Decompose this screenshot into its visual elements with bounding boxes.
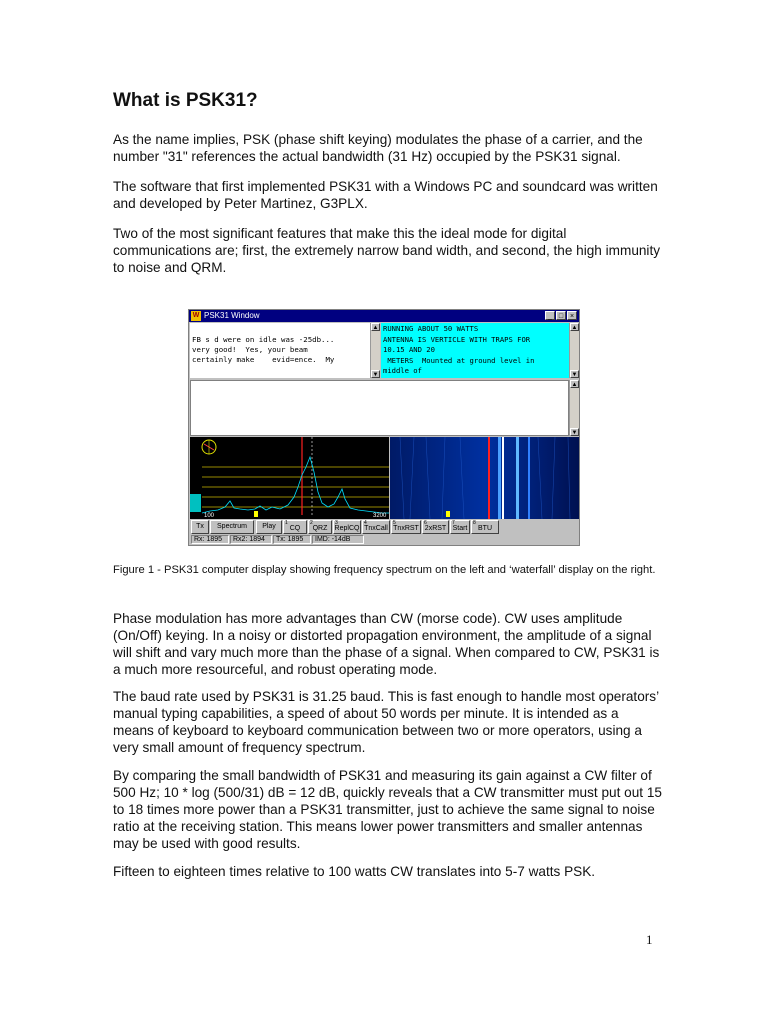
page-title: What is PSK31? (113, 90, 258, 111)
scroll-up-icon[interactable]: ▲ (571, 382, 578, 388)
paragraph-intro: As the name implies, PSK (phase shift keying) modulates the phase of a carrier, and the number "31" references the actual bandwidth (31 Hz) occupied by the PSK31 signal. (113, 132, 643, 164)
tnxcall-macro-button[interactable]: 4 TnxCall (362, 520, 390, 534)
tx-button[interactable]: Tx (191, 520, 209, 534)
waterfall-display[interactable] (390, 437, 579, 519)
window-title: PSK31 Window (204, 311, 260, 320)
spectrum-button[interactable]: Spectrum (210, 520, 254, 534)
scroll-down-icon[interactable]: ▼ (372, 372, 379, 378)
scroll-down-icon[interactable]: ▼ (571, 430, 578, 436)
receive-text-pane[interactable] (190, 323, 370, 378)
receive-text: FB s d were on idle was -25db... very good! Yes, your beam certainly make evid=ence. My (192, 335, 335, 364)
play-button[interactable]: Play (256, 520, 282, 534)
paragraph-baud-rate: The baud rate used by PSK31 is 31.25 baud. This is fast enough to handle most operators’ manual typing capabilities, a speed of about 50 words per minute. It is intended as a means of keyboard to keyboard communication between two or more operators, using a very small amount of frequency spectrum. (113, 689, 659, 755)
second-receive-text: RUNNING ABOUT 50 WATTS ANTENNA IS VERTICLE WITH TRAPS FOR 10.15 AND 20 METERS Mounted at ground level in middle of (383, 324, 535, 375)
paragraph-power-conversion: Fifteen to eighteen times relative to 100 watts CW translates into 5-7 watts PSK. (113, 864, 596, 879)
window-title-bar (189, 310, 579, 322)
second-receive-scrollbar[interactable] (569, 323, 579, 378)
2xrst-macro-button[interactable]: 6 2xRST (422, 520, 449, 534)
tnxrst-macro-button[interactable]: 5 TnxRST (391, 520, 421, 534)
app-icon: W (192, 312, 200, 319)
figure-caption: Figure 1 - PSK31 computer display showing frequency spectrum on the left and ‘waterfall’ display on the right. (113, 564, 656, 576)
macro-button-row (189, 519, 579, 535)
spectrum-scale-left: 100 (204, 513, 215, 519)
cq-macro-button[interactable]: 1 CQ (283, 520, 307, 534)
minimize-icon[interactable]: _ (545, 311, 555, 320)
psk31-window-figure (188, 309, 580, 546)
tx-frequency: Tx: 1895 (273, 535, 311, 544)
close-icon[interactable]: × (567, 311, 577, 320)
transmit-text-pane[interactable] (190, 380, 569, 436)
imd-reading: IMD: -14dB (312, 535, 364, 544)
start-macro-button[interactable]: 7 Start (450, 520, 470, 534)
receive-scrollbar[interactable] (370, 323, 380, 378)
status-bar (189, 535, 579, 545)
second-receive-pane[interactable] (381, 323, 569, 378)
frequency-spectrum-display[interactable] (190, 437, 389, 519)
paragraph-features: Two of the most significant features that make this the ideal mode for digital communications are; first, the extremely narrow band width, and second, the high immunity to noise and QRM. (113, 226, 661, 275)
qrz-macro-button[interactable]: 2 QRZ (308, 520, 332, 534)
scroll-up-icon[interactable]: ▲ (571, 325, 578, 331)
replcq-macro-button[interactable]: 3 ReplCQ (334, 520, 360, 532)
paragraph-software: The software that first implemented PSK31 with a Windows PC and soundcard was written and developed by Peter Martinez, G3PLX. (113, 179, 658, 211)
page-number: 1 (646, 932, 653, 947)
transmit-scrollbar[interactable] (569, 380, 579, 436)
spectrum-scale-right: 3200 (373, 513, 387, 519)
btu-macro-button[interactable]: 8 BTU (471, 520, 499, 534)
scroll-up-icon[interactable]: ▲ (372, 325, 379, 331)
scroll-down-icon[interactable]: ▼ (571, 372, 578, 378)
paragraph-phase-modulation: Phase modulation has more advantages than CW (morse code). CW uses amplitude (On/Off) keying. In a noisy or distorted propagation environment, the amplitude of a signal will shift and vary much more than the phase of a signal. When compared to CW, PSK31 is a much more resourceful, and robust operating mode. (113, 611, 660, 677)
rx-frequency: Rx: 1895 (191, 535, 229, 544)
rx2-frequency: Rx2: 1894 (230, 535, 272, 544)
maximize-icon[interactable]: □ (556, 311, 566, 320)
paragraph-bandwidth-gain: By comparing the small bandwidth of PSK31 and measuring its gain against a CW filter of 500 Hz; 10 * log (500/31) dB = 12 dB, quickly reveals that a CW transmitter must put out 15 to 18 times more power than a PSK31 transmitter, just to achieve the same signal to noise ratio at the receiving station. This means lower power transmitters and smaller antennas may be used with good results. (113, 768, 662, 851)
